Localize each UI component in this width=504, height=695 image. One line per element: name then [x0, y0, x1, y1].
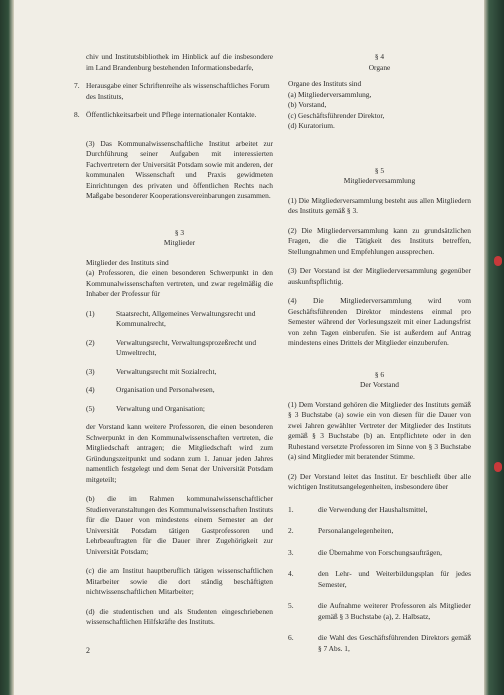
binder-tab-lower	[494, 462, 502, 472]
section-5-title: Mitgliederversammlung	[343, 176, 416, 185]
area-1-text: Staatsrecht, Allgemeines Verwaltungsrecht und Kommunalrecht,	[116, 308, 256, 328]
organs-list	[288, 79, 471, 132]
organs-intro: Organe des Instituts sind	[288, 79, 362, 88]
duty-5	[288, 601, 471, 622]
duty-5-text: die Aufnahme weiterer Professoren als Mitglieder gemäß § 3 Buchstabe (a), 2. Halbsatz,	[318, 601, 471, 621]
section-5-paragraph-2: (2) Die Mitgliederversammlung kann zu grundsätzlichen Fragen, die die Tätigkeit des Instituts betreffen, Stellungnahmen und Empfehlungen aussprechen.	[288, 225, 471, 256]
item-8	[0, 110, 273, 121]
paragraph-c: (c) die am Institut hauptberuflich tätigen wissenschaftlichen Mitarbeiter sowie die dort ständig beschäftigten nichtwissenschaftlichen Mitarbeiter;	[86, 566, 273, 596]
area-2-text: Verwaltungsrecht, Verwaltungsprozeßrecht und Umweltrecht,	[116, 337, 257, 357]
section-5-paragraph-1: (1) Die Mitgliederversammlung besteht aus allen Mitgliedern des Instituts gemäß § 3.	[288, 195, 471, 215]
continued-paragraph: chiv und Institutsbibliothek im Hinblick auf die insbesondere im Land Brandenburg bestehenden Informationsbedarfe,	[86, 52, 273, 72]
organ-item: (c) Geschäftsführender Direktor,	[288, 110, 385, 120]
duty-3-text: die Übernahme von Forschungsaufträgen,	[318, 547, 442, 557]
duty-3-number: 3.	[288, 547, 294, 557]
section-6-paragraph-2: (2) Der Vorstand leitet das Institut. Er beschließt über alle wichtigen Institutsangelegenheiten, insbesondere über	[288, 471, 471, 491]
section-3-title: Mitglieder	[163, 238, 196, 247]
section-5-paragraph-3: (3) Der Vorstand ist der Mitgliederversammlung gegenüber auskunftspflichtig.	[288, 266, 471, 286]
right-column	[288, 52, 471, 665]
duty-2-text: Personalangelegenheiten,	[318, 526, 394, 535]
duty-4-text: den Lehr- und Weiterbildungsplan für jedes Semester,	[318, 569, 471, 589]
section-6-title: Der Vorstand	[360, 380, 399, 389]
paragraph-b: (b) die im Rahmen kommunalwissenschaftlicher Studienveranstaltungen des Kommunalwissenschaften Instituts für die Dauer von mindestens einem Semester an der Universität Potsdam tätigen Gastprofessoren und Lehrbeauftragten für die Dauer ihrer Zugehörigkeit zur Universität Potsdam;	[86, 494, 273, 556]
duty-4-number: 4.	[288, 569, 294, 578]
binder-tab-upper	[494, 256, 502, 266]
duty-6-text: die Wahl des Geschäftsführenden Direktors gemäß § 7 Abs. 1,	[318, 633, 471, 653]
area-3-text: Verwaltungsrecht mit Sozialrecht,	[116, 366, 217, 376]
binder-edge-left	[0, 0, 14, 695]
area-2-number: (2)	[86, 337, 95, 347]
area-2	[86, 338, 273, 359]
item-7	[0, 81, 273, 102]
duty-5-number: 5.	[288, 601, 294, 610]
section-6-number: § 6	[374, 369, 385, 379]
item-8-text: Öffentlichkeitsarbeit und Pflege internationaler Kontakte.	[86, 110, 257, 119]
item-8-number: 8.	[74, 110, 80, 119]
duty-3	[288, 548, 471, 559]
item-7-number: 7.	[74, 81, 80, 90]
area-1	[86, 309, 273, 330]
section-4-title: Organe	[368, 62, 391, 72]
duty-1	[288, 505, 471, 516]
section-4-number: § 4	[374, 52, 385, 61]
organ-item: (a) Mitgliederversammlung,	[288, 89, 372, 99]
organ-item: (d) Kuratorium.	[288, 121, 335, 130]
duty-1-number: 1.	[288, 504, 294, 514]
area-4-text: Organisation und Personalwesen,	[116, 385, 215, 394]
area-3	[86, 367, 273, 378]
duty-1-text: die Verwendung der Haushaltsmittel,	[318, 504, 428, 514]
organ-item: (b) Vorstand,	[288, 100, 327, 109]
members-intro: Mitglieder des Instituts sind	[86, 257, 169, 267]
paragraph-3: (3) Das Kommunalwissenschaftliche Institut arbeitet zur Durchführung seiner Aufgaben mit interessierten Fachvertretern der Universität Potsdam sowie mit anderen, der kommunalen Wissenschaft und Praxis gewidmeten Einrichtungen des privaten und öffentlichen Rechts nach Maßgabe besonderer Kooperationsvereinbarungen zusammen.	[86, 138, 273, 200]
duty-4	[288, 569, 471, 590]
area-1-number: (1)	[86, 308, 95, 318]
item-7-text: Herausgabe einer Schriftenreihe als wissenschaftliches Forum des Instituts,	[86, 81, 270, 101]
left-column	[74, 52, 273, 637]
paragraph-d: (d) die studentischen und als Studenten eingeschriebenen wissenschaftlichen Hilfskräfte des Instituts.	[86, 606, 273, 626]
section-5-paragraph-4: (4) Die Mitgliederversammlung wird vom Geschäftsführenden Direktor mindestens einmal pro Semester während der Vorlesungszeit mit einer Ladungsfrist von zehn Tagen einberufen. Sie ist außerdem auf Antrag mindestens eines Drittels der Mitglieder einzuberufen.	[288, 296, 471, 347]
duty-6-number: 6.	[288, 633, 294, 642]
duty-2-number: 2.	[288, 526, 294, 535]
page-number: 2	[86, 646, 90, 655]
members-a: (a) Professoren, die einen besonderen Schwerpunkt in den Kommunalwissenschaften vertreten, und zwar regelmäßig die Inhaber der Professur für	[86, 268, 273, 298]
section-6-paragraph-1: (1) Dem Vorstand gehören die Mitglieder des Instituts gemäß § 3 Buchstabe (a) sowie ein von diesen für die Dauer von zwei Jahren gewählter Vertreter der Mitglieder des Instituts gemäß § 3 Buchstabe (b) an. Entpflichtete oder in den Ruhestand versetzte Professoren im Sinne von § 3 Buchstabe (a) sind Mitglieder mit beratender Stimme.	[288, 399, 471, 461]
area-4	[86, 385, 273, 396]
area-4-number: (4)	[86, 385, 95, 394]
duty-2	[288, 526, 471, 537]
section-5-number: § 5	[374, 165, 385, 175]
section-3-number: § 3	[174, 227, 185, 237]
area-3-number: (3)	[86, 366, 95, 376]
binder-edge-right	[484, 0, 504, 695]
paragraph-further-professors: der Vorstand kann weitere Professoren, die einen besonderen Schwerpunkt in den Kommunalwissenschaften vertreten, die Mitgliedschaft antragen; die Mitgliedschaft wird zum Gründungszeitpunkt und sodann zum 1. Januar jeden Jahres namentlich festgelegt und dem Senat der Universität Potsdam mitgeteilt;	[86, 422, 273, 484]
duty-6	[288, 633, 471, 654]
area-5	[86, 404, 273, 415]
area-5-text: Verwaltung und Organisation;	[116, 403, 205, 413]
area-5-number: (5)	[86, 403, 95, 413]
